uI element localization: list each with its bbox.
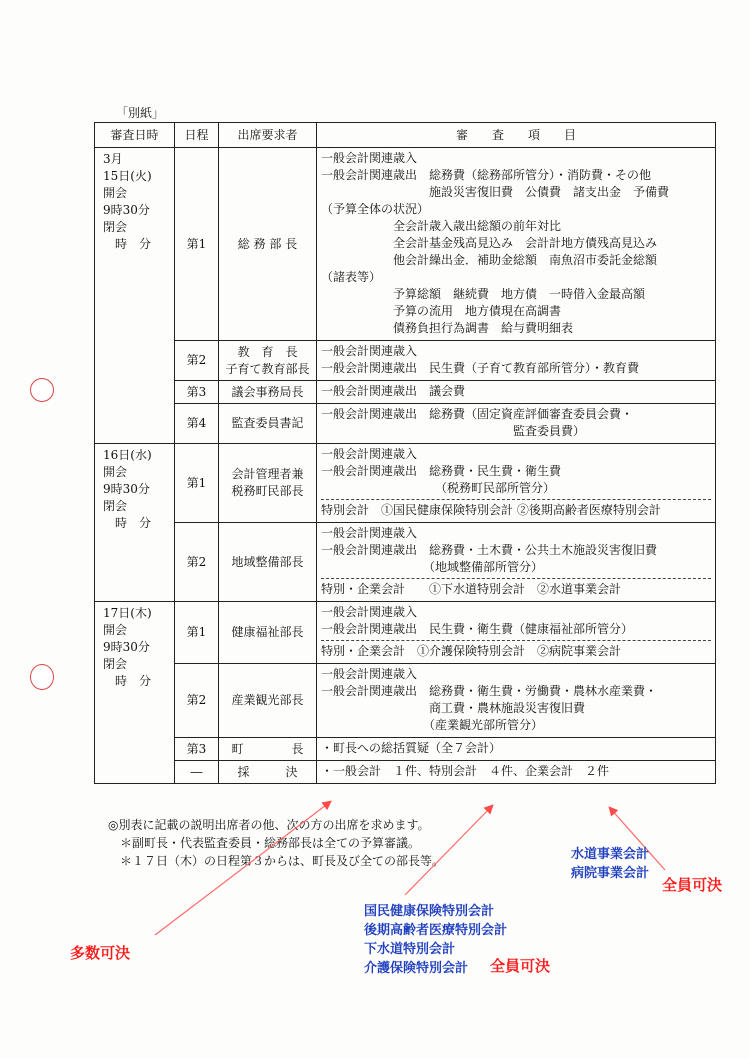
day-cell: 第4: [175, 404, 219, 444]
item-line: 予算総額 継続費 地方債 一時借入金最高額: [321, 287, 646, 301]
item-line: 特別会計 ①国民健康保険特別会計 ②後期高齢者医療特別会計: [321, 503, 661, 517]
item-line: 一般会計関連歳入: [321, 605, 418, 619]
item-line: 一般会計関連歳出 総務費（固定資産評価審査委員会費・: [321, 407, 634, 421]
note-line: ◎別表に記載の説明出席者の他、次の方の出席を求めます。: [108, 818, 430, 832]
item-line: 一般会計関連歳出 議会費: [321, 384, 466, 398]
attendee-line: 税務町民部長: [231, 484, 304, 498]
attendee-line: 教 育 長: [237, 344, 298, 359]
attendee-line: 健康福祉部長: [231, 625, 304, 639]
item-line: 一般会計関連歳出 総務費・土木費・公共土木施設災害復旧費: [321, 543, 658, 557]
item-line: 一般会計関連歳出 民生費・衛生費（健康福祉部所管分）: [321, 622, 634, 636]
item-line: 一般会計関連歳出 民生費（子育て教育部所管分）・教育費: [321, 361, 640, 375]
attachment-label: 「別紙」: [116, 106, 165, 120]
day-cell: 第3: [175, 381, 219, 404]
item-line: 一般会計関連歳入: [321, 667, 418, 681]
item-line: 一般会計関連歳入: [321, 151, 418, 165]
date-line: 開会: [103, 465, 128, 479]
date-line: 9時30分: [103, 203, 150, 217]
day-cell: 第2: [175, 523, 219, 602]
attendee-line: 会計管理者兼: [231, 467, 304, 481]
item-line: ・町長への総括質疑（全７会計）: [321, 741, 502, 755]
annotation-line: 水道事業会計: [571, 847, 650, 862]
attendee-line: 産業観光部長: [231, 693, 304, 707]
item-line: 特別・企業会計 ①下水道特別会計 ②水道事業会計: [321, 582, 622, 596]
date-line: 開会: [103, 186, 128, 200]
item-line: 予算の流用 地方債現在高調書: [321, 304, 562, 318]
annotation-red-middle: 全員可決: [490, 957, 551, 975]
date-line: 9時30分: [103, 482, 150, 496]
header-attendee: 出席要求者: [219, 123, 317, 148]
day-cell: 第1: [175, 148, 219, 341]
note-line: ＊１７日（木）の日程第３からは、町長及び全ての部長等。: [108, 854, 445, 868]
day-cell: 第3: [175, 738, 219, 761]
header-items: 審 査 項 目: [317, 123, 716, 148]
annotation-red-right: 全員可決: [662, 876, 723, 894]
item-line: 全会計歳入歳出総額の前年対比: [321, 219, 562, 233]
date-line: 閉会: [103, 499, 128, 513]
date-line: 時 分: [103, 516, 152, 530]
note-line: ＊副町長・代表監査委員・総務部長は全ての予算審議。: [108, 836, 421, 850]
annotation-line: 介護保険特別会計: [364, 961, 469, 976]
item-line: （産業観光部所管分）: [321, 718, 544, 732]
item-line: 施設災害復旧費 公債費 諸支出金 予備費: [321, 185, 670, 199]
date-line: 9時30分: [103, 640, 150, 654]
item-line: （地域整備部所管分）: [321, 560, 544, 574]
annotation-line: 病院事業会計: [571, 866, 650, 881]
item-line: 債務負担行為調書 給与費明細表: [321, 321, 574, 335]
attendee-line: 総 務 部 長: [237, 236, 298, 251]
item-line: 一般会計関連歳入: [321, 526, 418, 540]
item-line: 他会計繰出金．補助金総額 南魚沼市委託金総額: [321, 253, 658, 267]
item-line: 一般会計関連歳出 総務費・衛生費・労働費・農林水産業費・: [321, 684, 658, 698]
day-cell: 第2: [175, 341, 219, 381]
item-line: 監査委員費）: [321, 424, 586, 438]
item-line: 全会計基金残高見込み 会計計地方債残高見込み: [321, 236, 658, 250]
attendee-line: 地域整備部長: [231, 554, 304, 569]
attendee-line: 監査委員書記: [231, 416, 304, 430]
day-cell: 第2: [175, 664, 219, 738]
attendee-line: 議会事務局長: [231, 384, 304, 399]
date-line: 時 分: [103, 674, 152, 688]
item-line: 商工費・農林施設災害復旧費: [321, 701, 586, 715]
annotation-blue-top: [571, 845, 649, 883]
item-line: 一般会計関連歳入: [321, 447, 418, 461]
header-date: 審査日時: [95, 123, 175, 148]
day-cell: 第1: [175, 444, 219, 523]
item-line: 一般会計関連歳入: [321, 344, 418, 358]
date-line: 17日(木): [103, 606, 152, 620]
annotation-red-left: 多数可決: [70, 944, 131, 962]
date-line: 閉会: [103, 220, 128, 234]
header-day: 日程: [175, 123, 219, 148]
date-line: 16日(水): [103, 448, 152, 462]
date-line: 閉会: [103, 657, 128, 671]
attendee-line: 町 長: [231, 741, 304, 756]
item-line: 一般会計関連歳出 総務費（総務部所管分）・消防費・その他: [321, 168, 652, 182]
day-cell: ―: [175, 761, 219, 784]
item-line: （諸表等）: [321, 270, 382, 284]
item-line: （税務町民部所管分）: [321, 481, 556, 495]
annotation-line: 下水道特別会計: [364, 942, 456, 957]
annotation-line: 後期高齢者医療特別会計: [364, 923, 508, 938]
date-line: 15日(火): [103, 169, 152, 183]
attendee-line: 採 決: [237, 764, 298, 779]
date-line: 時 分: [103, 237, 152, 251]
day-cell: 第1: [175, 602, 219, 664]
annotation-line: 国民健康保険特別会計: [364, 904, 495, 919]
item-line: ・一般会計 １件、特別会計 ４件、企業会計 ２件: [321, 764, 610, 778]
arrow-line: [155, 802, 330, 935]
attendee-line: 子育て教育部長: [225, 361, 310, 376]
item-line: 特別・企業会計 ①介護保険特別会計 ②病院事業会計: [321, 644, 622, 658]
item-line: 一般会計関連歳出 総務費・民生費・衛生費: [321, 464, 562, 478]
date-line: 3月: [103, 152, 123, 166]
arrow-line: [405, 806, 492, 895]
annotation-blue-bottom: [364, 902, 507, 978]
item-line: （予算全体の状況）: [321, 202, 430, 216]
date-line: 開会: [103, 623, 128, 637]
